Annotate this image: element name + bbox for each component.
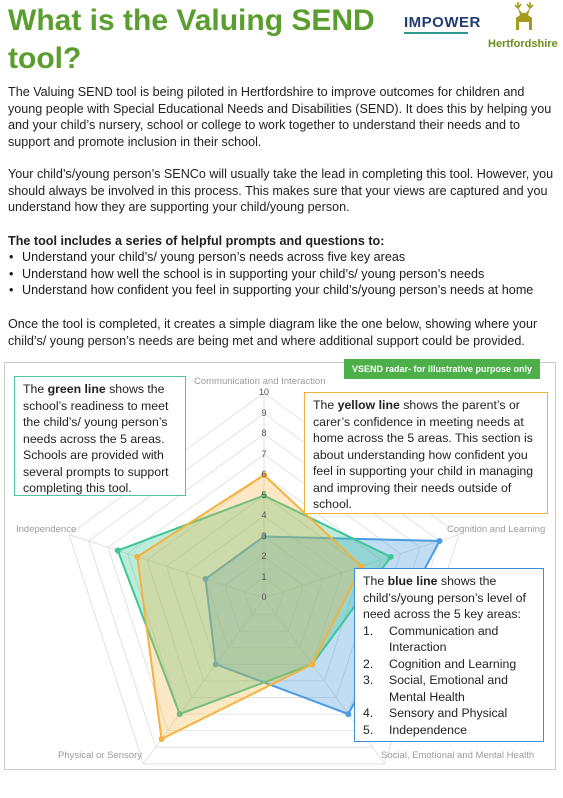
series-green-point — [115, 547, 121, 553]
axis-label-social: Social, Emotional and Mental Health — [381, 750, 535, 761]
yellow-line-callout — [304, 392, 548, 514]
yellow-callout-post: shows the parent’s or carer’s confidence in meeting needs at home across the 5 areas. This section is about understanding how confident you feel in supporting your child in managing and improving their needs outside of school. — [313, 398, 534, 511]
tick-label: 0 — [261, 592, 267, 602]
list-item — [363, 672, 535, 705]
page-title: What is the Valuing SEND tool? — [8, 4, 375, 75]
list-number: 4. — [363, 706, 374, 720]
list-item — [363, 705, 535, 722]
tick-label: 7 — [261, 448, 267, 459]
axis-label-communication: Communication and Interaction — [194, 376, 326, 387]
series-yellow-point — [309, 661, 315, 667]
tick-label: 4 — [261, 510, 267, 520]
blue-callout-pre: The — [363, 574, 388, 588]
list-number: 3. — [363, 673, 374, 687]
intro-paragraph-2: Your child’s/young person’s SENCo will usually take the lead in completing this tool. However, you should always be involved in this process. This makes sure that your views are captured and you understand how they are supporting your child/young person. — [8, 167, 554, 214]
blue-callout-bold: blue line — [387, 574, 438, 588]
list-text: Communication and Interaction — [389, 623, 499, 654]
tick-label: 10 — [258, 387, 269, 397]
tick-label: 3 — [261, 530, 267, 541]
list-number: 5. — [363, 722, 374, 737]
list-text: Sensory and Physical — [389, 706, 508, 720]
list-item — [363, 722, 535, 739]
blue-line-callout — [354, 568, 544, 742]
yellow-callout-bold: yellow line — [337, 398, 400, 412]
list-text: Independence — [389, 722, 467, 737]
hertfordshire-logo: Hertfordshire — [488, 38, 558, 50]
axis-label-independence: Independence — [16, 524, 77, 535]
tick-label: 6 — [261, 469, 267, 479]
list-item — [363, 623, 535, 656]
green-callout-pre: The — [23, 382, 48, 396]
green-callout-bold: green line — [47, 382, 106, 396]
green-line-callout — [14, 376, 186, 496]
list-item: • Understand how well the school is in supporting your child’s/ young person’s needs — [8, 266, 556, 283]
axis-label-cognition: Cognition and Learning — [447, 524, 546, 535]
tick-label: 9 — [261, 407, 267, 418]
list-number: 2. — [363, 656, 374, 671]
list-item: • Understand your child’s/ young person’s needs across five key areas — [8, 249, 556, 266]
series-yellow-point — [159, 736, 165, 742]
series-blue-point — [436, 538, 442, 544]
blue-callout-post: shows the child’s/young person’s level of need across the 5 key areas: — [363, 574, 526, 621]
axis-label-physical: Physical or Sensory — [58, 750, 142, 761]
list-item: • Understand how confident you feel in supporting your child’s/young person’s needs at home — [8, 282, 556, 299]
yellow-callout-pre: The — [313, 398, 338, 412]
series-blue-point — [345, 711, 351, 717]
tick-label: 8 — [261, 428, 267, 438]
intro-paragraph-1: The Valuing SEND tool is being piloted in Hertfordshire to improve outcomes for children and young people with Special Educational Needs and Disabilities (SEND). It does this by helping you and your child’s nursery, school or college to work together to understand their needs and to support and promote inclusion in their school. — [8, 85, 552, 149]
tick-label: 1 — [261, 571, 267, 582]
list-number: 1. — [363, 623, 374, 638]
green-callout-post: shows the school’s readiness to meet the child’s/ young person’s needs across the 5 areas. Schools are provided with several prompts to support completing this tool. — [23, 382, 169, 495]
impower-logo: IMPOWER — [404, 14, 481, 31]
intro-paragraph-4: Once the tool is completed, it creates a simple diagram like the one below, showing where your child’s/ young person’s needs are being met and where additional support could be provided. — [8, 317, 538, 348]
tick-label: 5 — [261, 489, 267, 500]
list-item — [363, 656, 535, 673]
illustrative-badge: VSEND radar- for illustrative purpose only — [344, 359, 540, 379]
list-text: Social, Emotional and Mental Health — [389, 673, 508, 704]
prompts-heading: The tool includes a series of helpful prompts and questions to: — [8, 234, 385, 248]
tick-label: 2 — [261, 551, 267, 561]
list-text: Cognition and Learning — [389, 656, 517, 671]
series-yellow-point — [134, 554, 140, 560]
key-areas-list — [363, 623, 535, 739]
series-green-point — [388, 554, 394, 560]
